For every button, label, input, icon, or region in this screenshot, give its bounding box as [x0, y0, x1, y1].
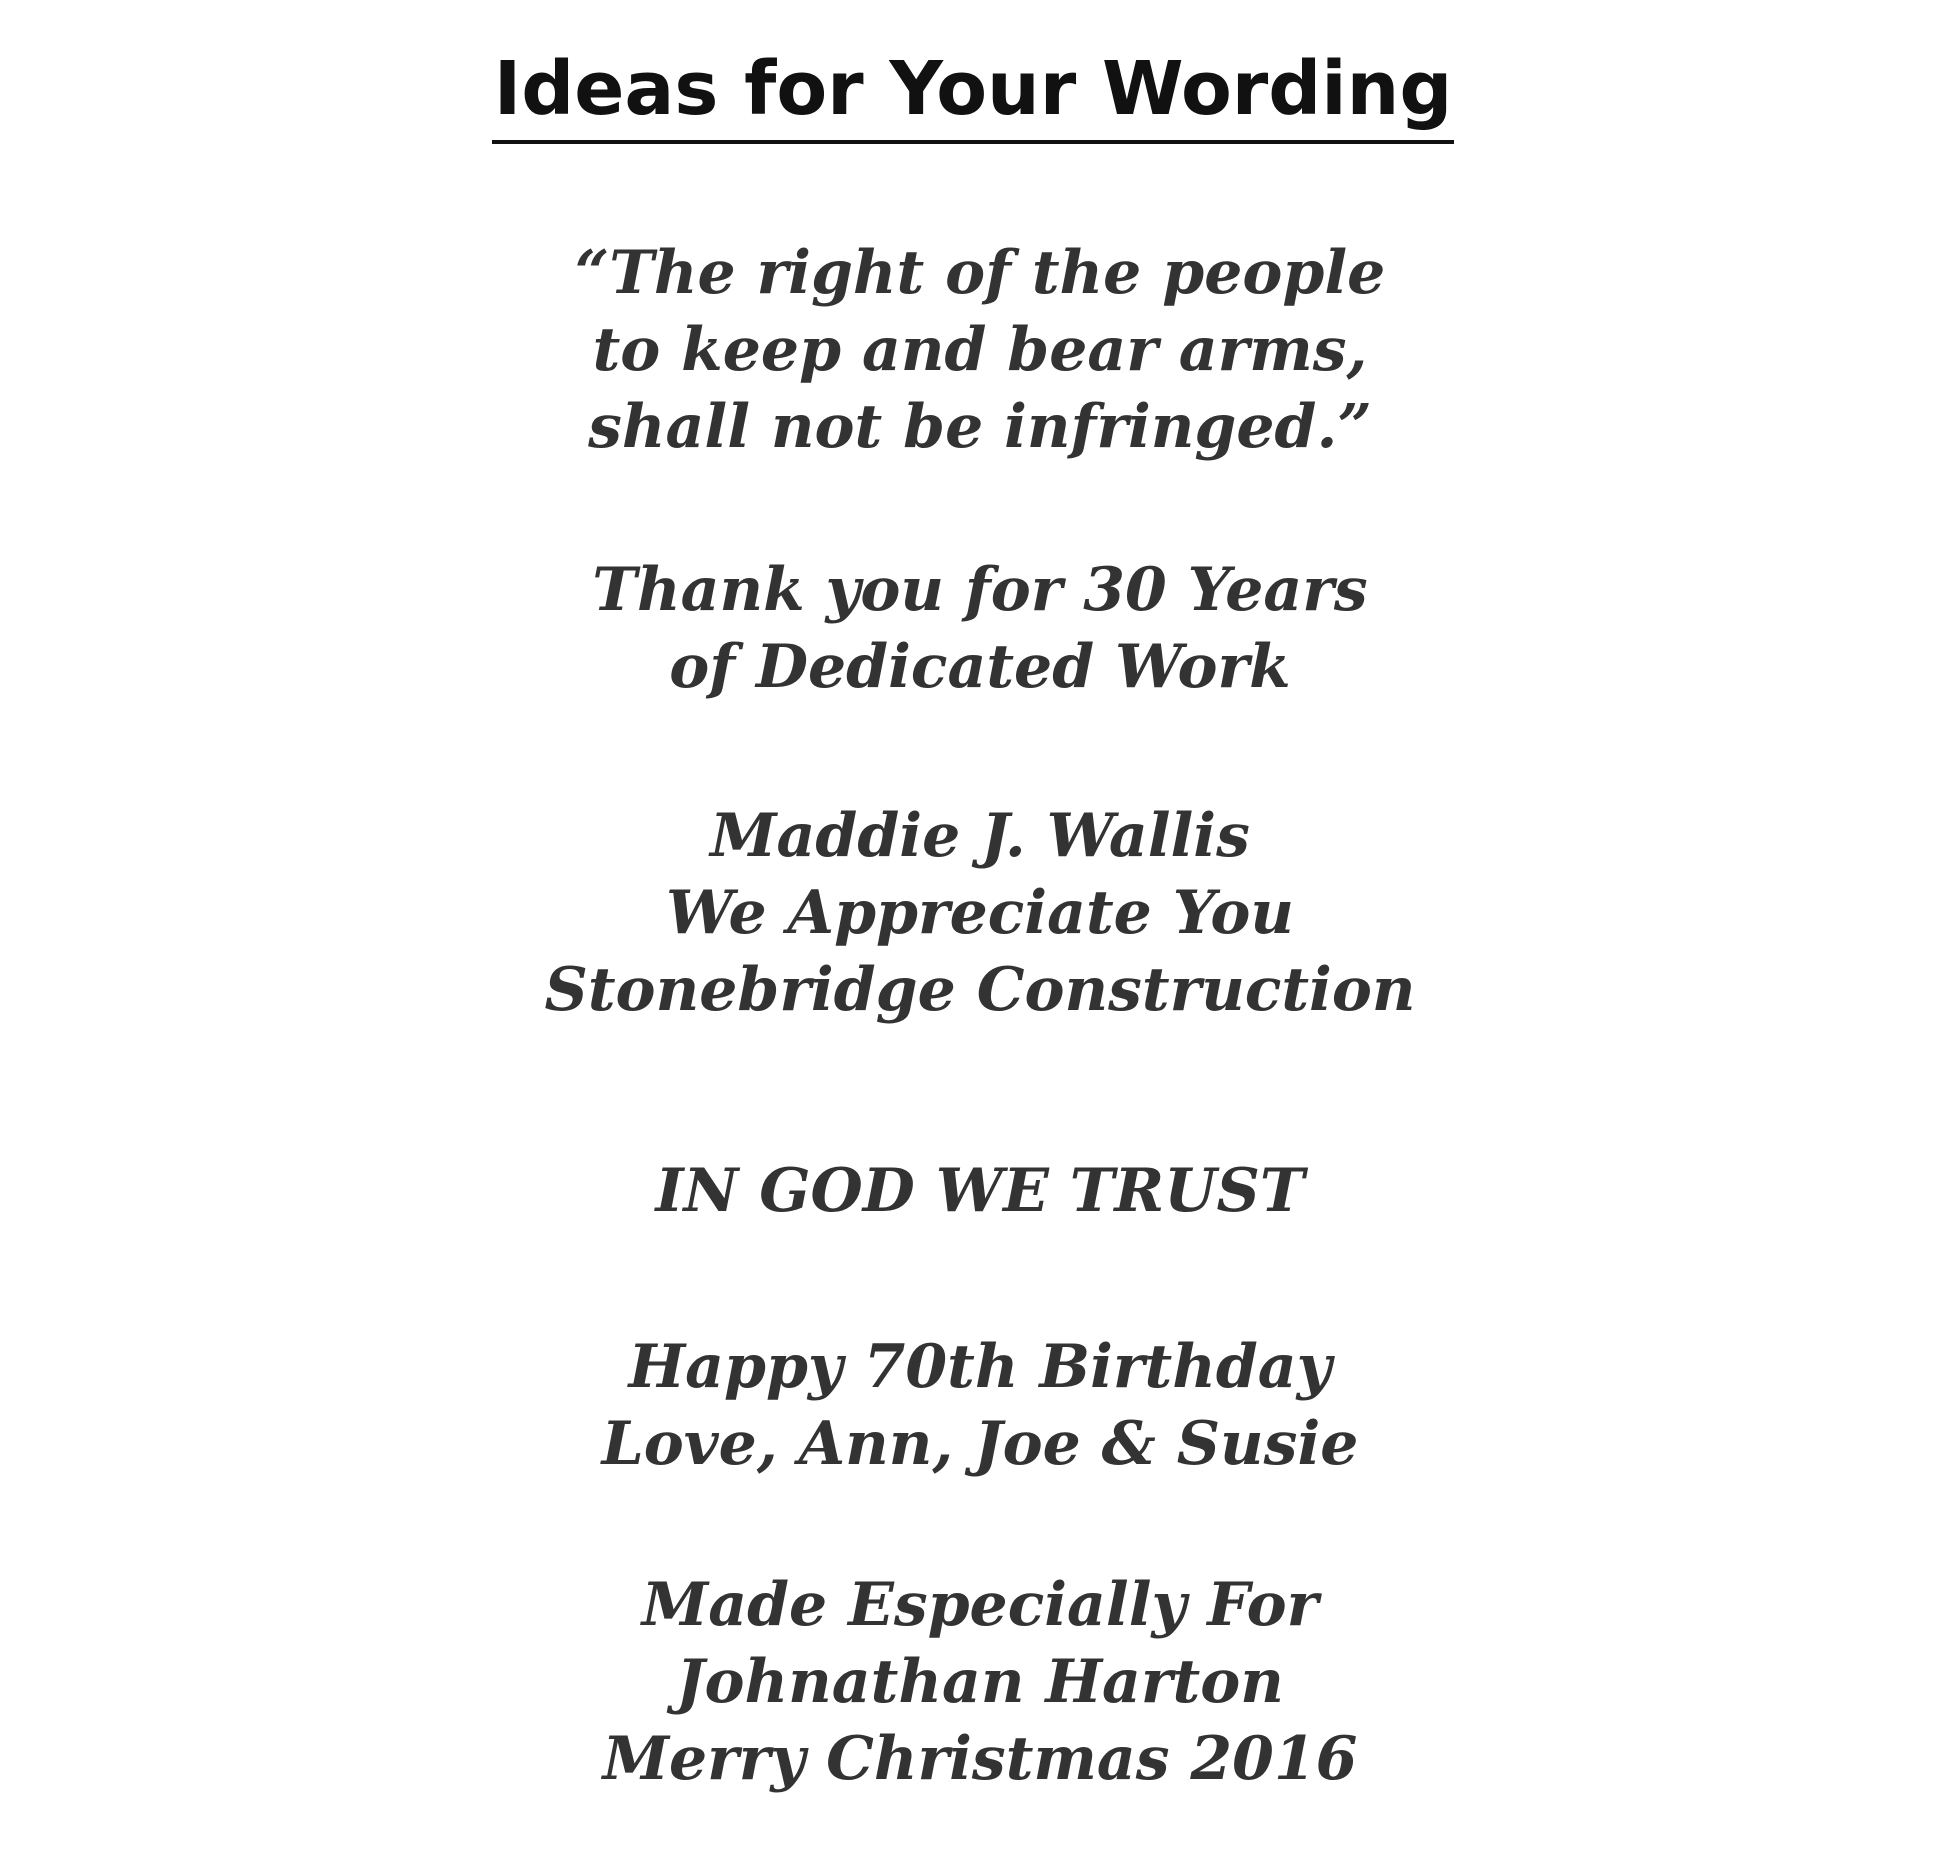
wording-idea-thank-you	[0, 552, 1946, 706]
page-title	[0, 44, 1946, 144]
wording-line: Happy 70th Birthday	[628, 1332, 1332, 1402]
wording-idea-appreciation	[0, 798, 1946, 1029]
page-title-text: Ideas for Your Wording	[492, 44, 1455, 144]
wording-line: Thank you for 30 Years	[592, 555, 1368, 625]
wording-line: IN GOD WE TRUST	[655, 1156, 1305, 1226]
wording-line: of Dedicated Work	[669, 632, 1291, 702]
wording-line: Stonebridge Construction	[544, 955, 1416, 1025]
wording-idea-birthday	[0, 1329, 1946, 1483]
wording-line: Johnathan Harton	[676, 1647, 1284, 1717]
wording-idea-christmas	[0, 1567, 1946, 1798]
wording-line: to keep and bear arms,	[592, 315, 1368, 385]
wording-line: “The right of the people	[574, 238, 1386, 308]
wording-line: Merry Christmas 2016	[602, 1724, 1358, 1794]
wording-line: We Appreciate You	[665, 878, 1295, 948]
wording-line: Love, Ann, Joe & Susie	[601, 1409, 1359, 1479]
wording-line: Made Especially For	[641, 1570, 1319, 1640]
wording-line: shall not be infringed.”	[588, 392, 1372, 462]
wording-line: Maddie J. Wallis	[710, 801, 1250, 871]
wording-idea-second-amendment	[0, 235, 1946, 466]
wording-idea-in-god-we-trust	[0, 1153, 1946, 1230]
